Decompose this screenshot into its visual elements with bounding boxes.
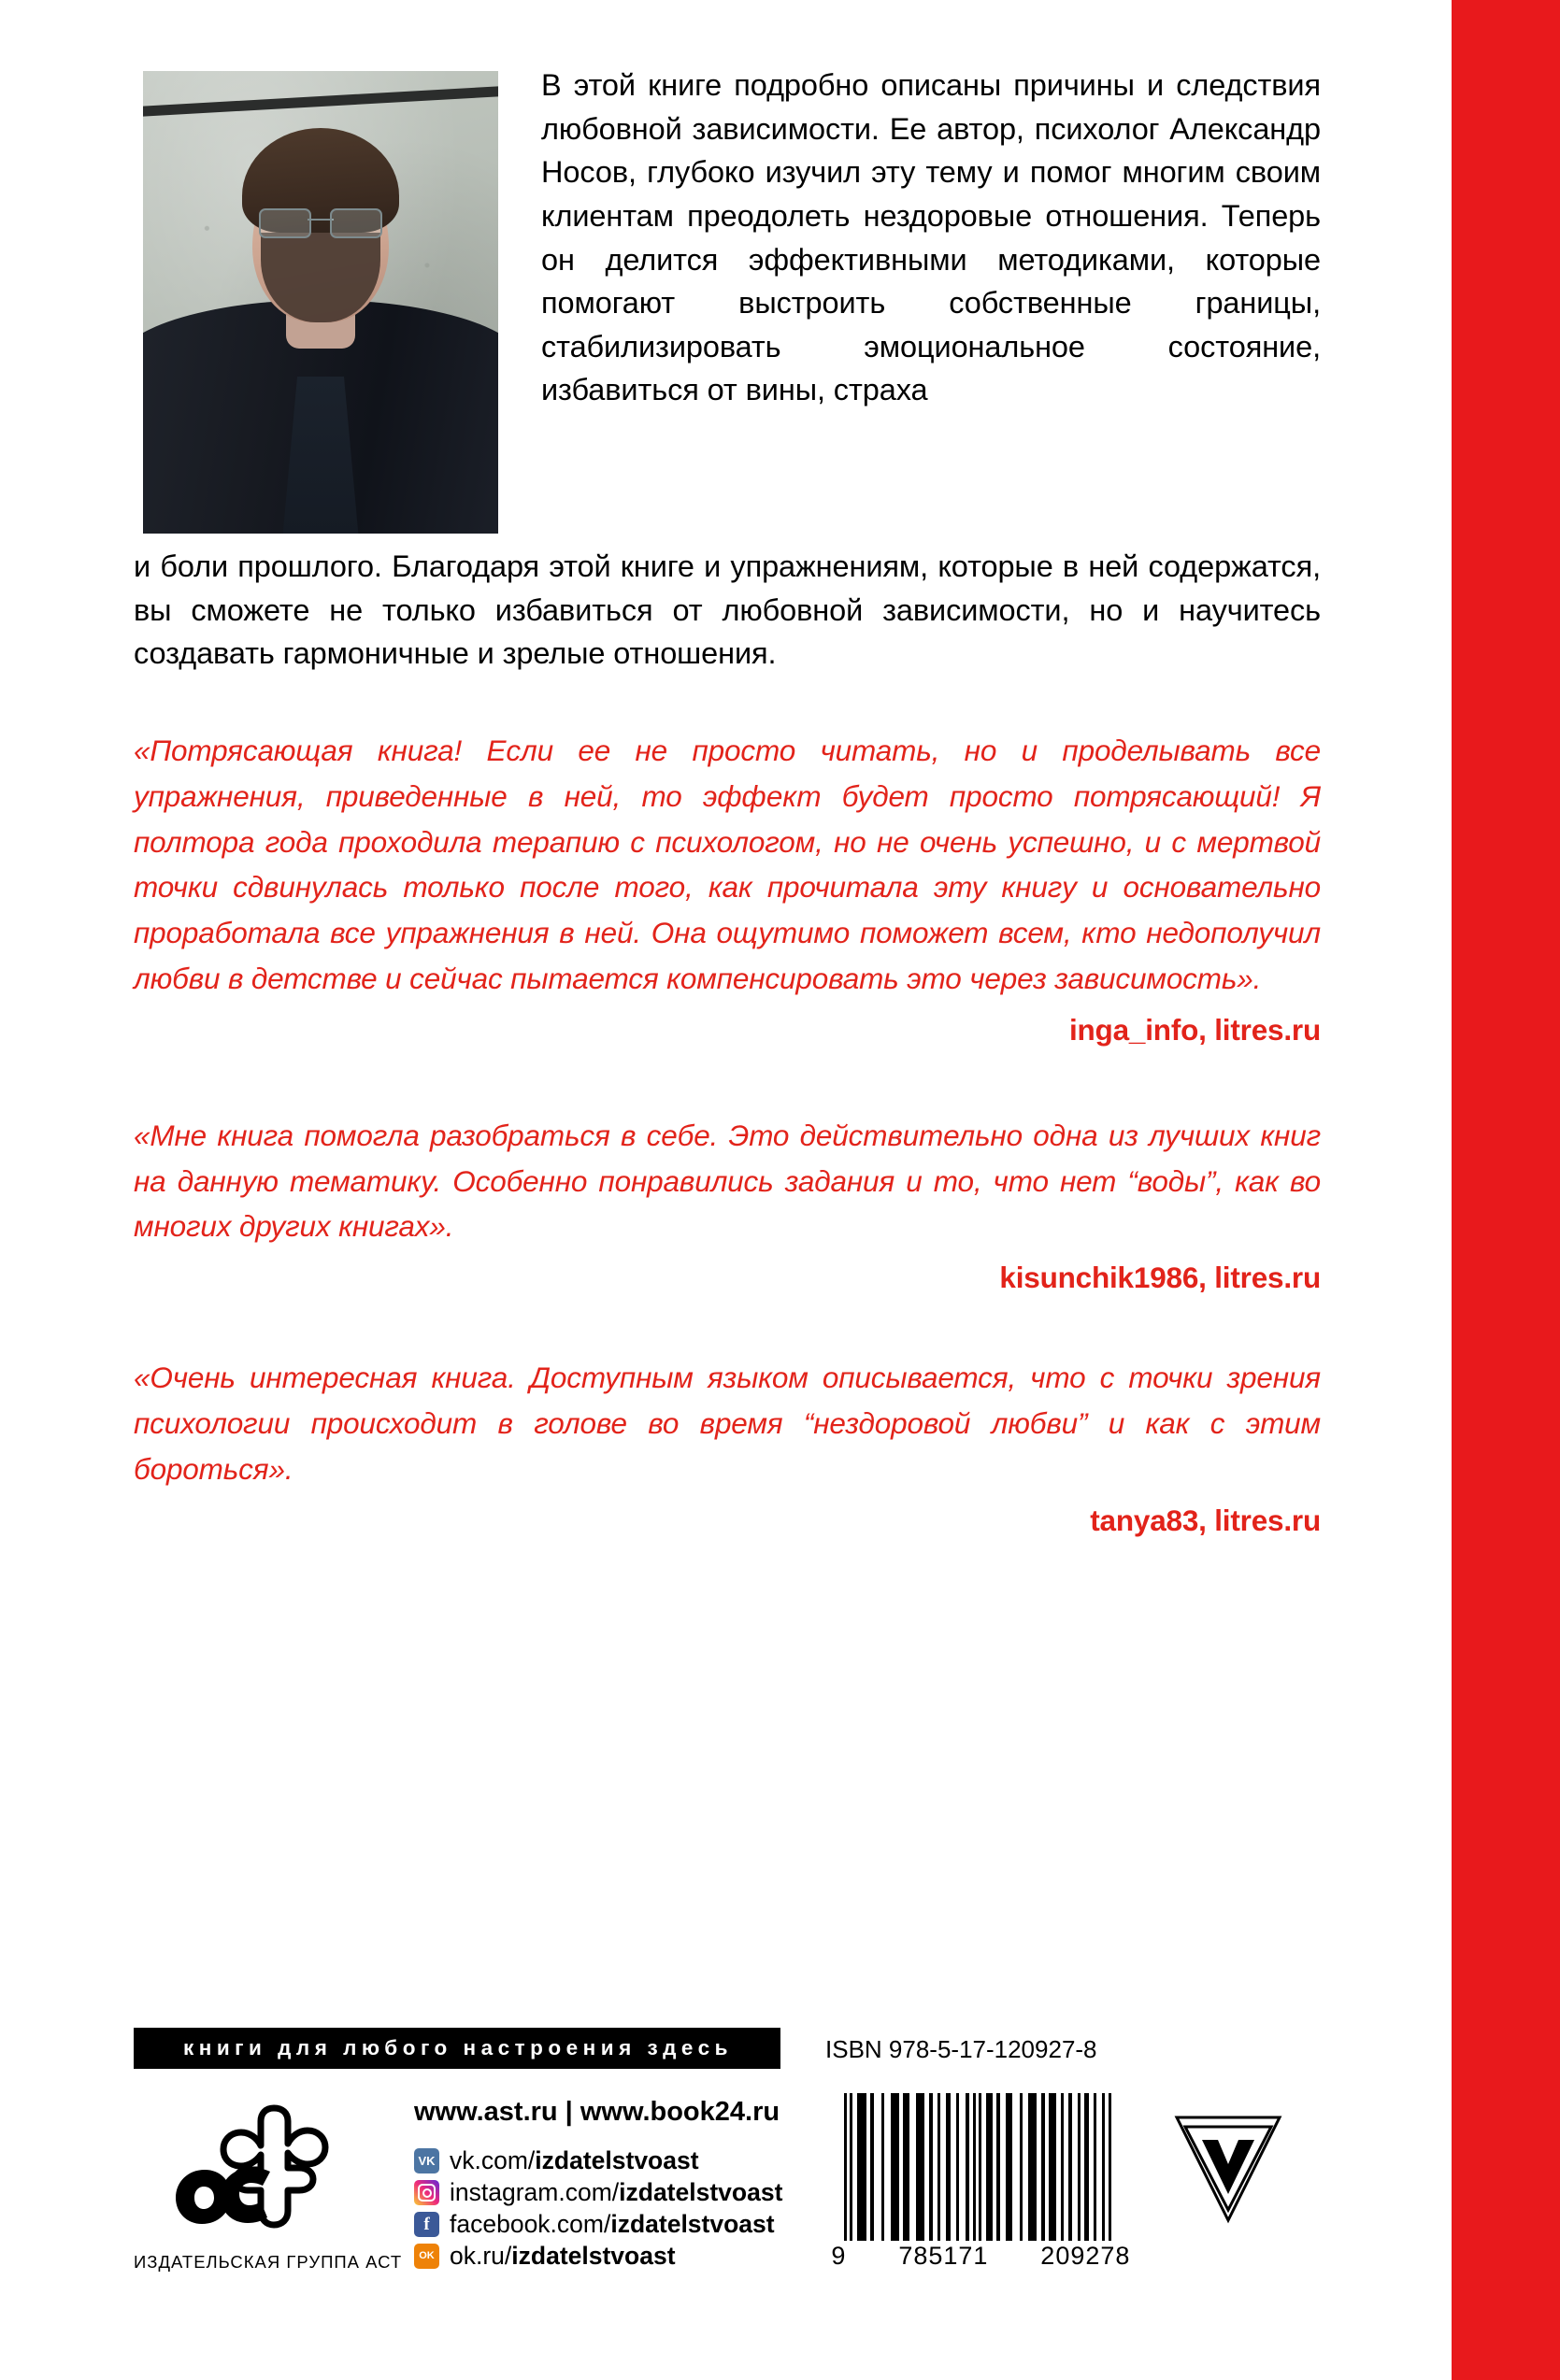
cover-footer	[134, 2028, 1321, 2273]
facebook-icon: f	[414, 2212, 439, 2237]
barcode-digit-group-2: 209278	[1040, 2242, 1131, 2270]
publisher-logo-block	[134, 2091, 403, 2273]
vk-url-prefix: vk.com/	[450, 2146, 536, 2174]
spine-white-gap	[1443, 0, 1452, 2380]
facebook-url-prefix: facebook.com/	[450, 2210, 611, 2238]
social-link-vk[interactable]	[414, 2146, 782, 2175]
barcode-digits	[831, 2242, 1130, 2271]
footer-top-row	[134, 2028, 1321, 2069]
v-triangle-logo	[1173, 2093, 1283, 2230]
barcode-digit-group-1: 785171	[898, 2242, 989, 2270]
testimonial-text: «Потрясающая книга! Если ее не просто читать, но и проделывать все упражнения, приведенные в ней, то эффект будет просто потрясающий! Я полтора года проходила терапию с психологом, но не очень успешно, и с мертвой точки сдвинулась только после того, как прочитала эту книгу и основательно проработала все упражнения в ней. Она ощутимо поможет всем, кто недополучил любви в детстве и сейчас пытается компенсировать это через зависимость».	[134, 733, 1321, 995]
testimonial-1	[134, 728, 1321, 1047]
v-logo-letter	[1283, 2112, 1284, 2113]
odnoklassniki-icon: OK	[414, 2244, 439, 2269]
annotation-block	[134, 0, 1321, 676]
testimonial-spacer	[134, 1055, 1321, 1113]
testimonial-2	[134, 1113, 1321, 1295]
barcode-bars	[831, 2093, 1130, 2241]
social-link-odnoklassniki[interactable]	[414, 2242, 782, 2271]
glasses-right-lens	[330, 208, 382, 238]
testimonial-attribution: inga_info, litres.ru	[1068, 1012, 1321, 1047]
barcode-block	[831, 2091, 1283, 2271]
ean13-barcode	[831, 2093, 1130, 2271]
author-portrait-photo	[143, 71, 498, 534]
social-links-block	[414, 2091, 782, 2273]
glasses-left-lens	[259, 208, 311, 238]
odnoklassniki-url-prefix: ok.ru/	[450, 2242, 512, 2270]
vk-icon: VK	[414, 2148, 439, 2173]
annotation-paragraph-2: и боли прошлого. Благодаря этой книге и упражнениям, которые в ней содержатся, вы сможете не только избавиться от любовной зависимости, но и научитесь создавать гармоничные и зрелые отношения.	[134, 549, 1321, 671]
publisher-name-caption: ИЗДАТЕЛЬСКАЯ ГРУППА АСТ	[134, 2252, 403, 2272]
testimonial-spacer	[134, 1303, 1321, 1355]
social-link-facebook[interactable]	[414, 2210, 782, 2239]
testimonial-attribution: kisunchik1986, litres.ru	[999, 1261, 1321, 1295]
annotation-paragraph-1: В этой книге подробно описаны причины и следствия любовной зависимости. Ее автор, психолог Александр Носов, глубоко изучил эту тему и помог многим своим клиентам преодолеть нездоровые отношения. Теперь он делится эффективными методиками, которые помогают выстроить собственные границы, стабилизировать эмоциональное состояние, избавиться от вины, страха	[541, 68, 1321, 407]
testimonial-text: «Очень интересная книга. Доступным языком описывается, что с точки зрения психологии происходит в голове во время “нездоровой любви” и как с этим бороться».	[134, 1361, 1321, 1486]
cover-content	[134, 0, 1321, 1546]
isbn-text: ISBN 978-5-17-120927-8	[825, 2035, 1097, 2063]
red-spine-stripe	[1452, 0, 1560, 2380]
portrait-glasses	[257, 208, 384, 236]
testimonial-text: «Мне книга помогла разобраться в себе. Это действительно одна из лучших книг на данную тематику. Особенно понравились задания и то, что нет “воды”, как во многих других книгах».	[134, 1118, 1321, 1244]
testimonial-3	[134, 1355, 1321, 1537]
social-link-instagram[interactable]	[414, 2178, 782, 2207]
vk-handle: izdatelstvoast	[535, 2146, 699, 2174]
instagram-url-prefix: instagram.com/	[450, 2178, 620, 2206]
footer-main-row	[134, 2091, 1321, 2273]
testimonial-attribution: tanya83, litres.ru	[1090, 1503, 1321, 1537]
ast-cactus-logo-icon	[156, 2102, 356, 2243]
barcode-digit-first: 9	[831, 2242, 847, 2270]
instagram-handle: izdatelstvoast	[619, 2178, 783, 2206]
websites-line[interactable]: www.ast.ru | www.book24.ru	[414, 2097, 780, 2127]
instagram-icon	[414, 2180, 439, 2205]
publisher-slogan-bar: книги для любого настроения здесь	[134, 2028, 780, 2069]
testimonials-section	[134, 728, 1321, 1538]
facebook-handle: izdatelstvoast	[610, 2210, 775, 2238]
odnoklassniki-handle: izdatelstvoast	[511, 2242, 676, 2270]
